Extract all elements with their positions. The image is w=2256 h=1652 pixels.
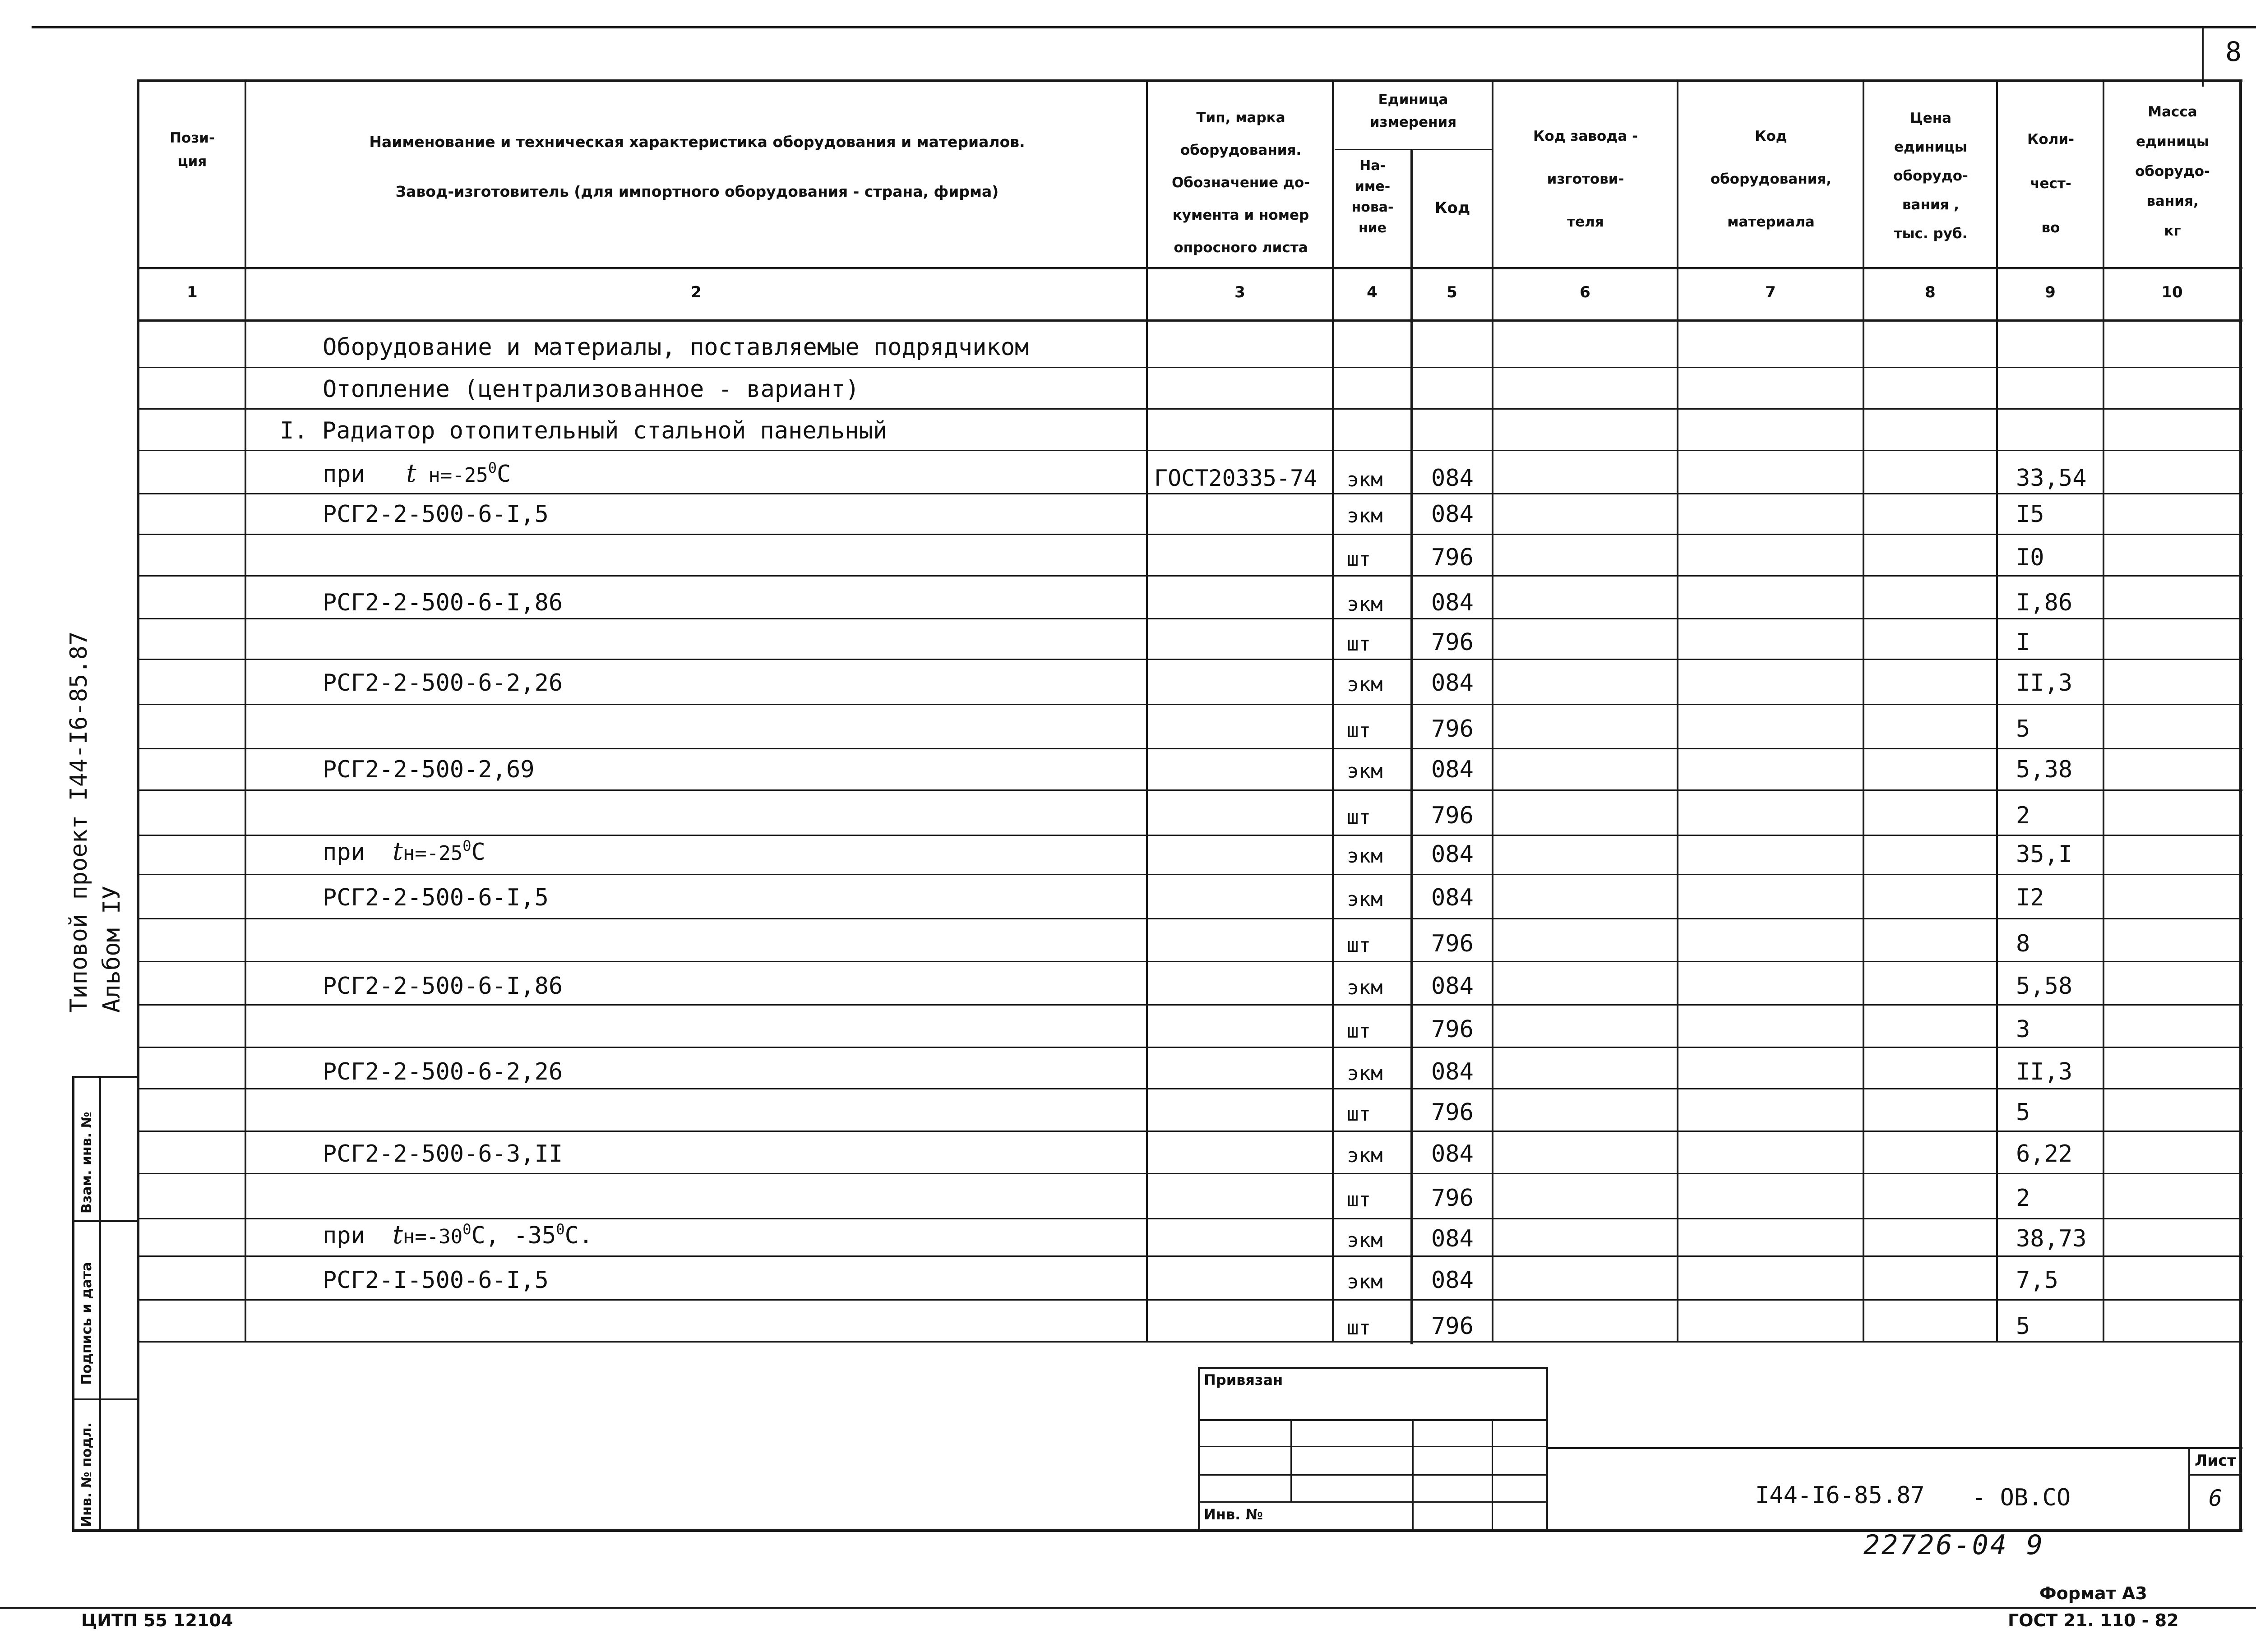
col-number-7: 7 (1765, 283, 1776, 301)
stamp-column-mid-line (99, 1076, 101, 1532)
document-code: I44-I6-85.87 (1755, 1482, 1925, 1509)
col-sep-6 (1677, 79, 1678, 1343)
col-header-factory-code: Код завода - изготови- теля (1533, 128, 1638, 230)
col-number-3: 3 (1234, 283, 1245, 301)
row-doc: ГОСТ20335-74 (1154, 465, 1318, 491)
colnum-bottom-line (138, 319, 2242, 322)
bound-box-top (1198, 1367, 1548, 1369)
row-name: I. Радиатор отопительный стальной панельный (280, 417, 888, 444)
stamp-sep-2 (72, 1398, 139, 1400)
degree-mark-2: 0 (556, 1221, 565, 1238)
row-unit: экм (1347, 468, 1383, 491)
row-quantity: 33,54 (2016, 465, 2087, 492)
row-quantity: 5 (2016, 1313, 2030, 1340)
col-sep-9 (2103, 79, 2104, 1343)
table-top-line (138, 79, 2242, 82)
row-unit: экм (1347, 1062, 1383, 1085)
row-code: 084 (1431, 973, 1474, 1000)
col-number-9: 9 (2045, 283, 2056, 301)
col-header-quantity: Коли- чест- во (2027, 131, 2074, 236)
row-name (323, 838, 485, 868)
bound-box-col2 (1412, 1419, 1414, 1530)
bound-box-row3 (1198, 1474, 1548, 1476)
col-number-5: 5 (1447, 283, 1457, 301)
bound-box-col3 (1492, 1419, 1493, 1530)
row-name-suffix: С, -35 (471, 1222, 556, 1249)
temperature-symbol: t (393, 1220, 403, 1250)
row-code: 796 (1431, 1313, 1474, 1340)
row-code: 084 (1431, 501, 1474, 528)
row-separator-line (138, 659, 2242, 660)
row-code: 084 (1431, 756, 1474, 783)
col-sep-7 (1863, 79, 1864, 1343)
row-unit: шт (1347, 1103, 1371, 1126)
archive-number: 22726-04 9 (1863, 1529, 2045, 1561)
corner-sheet-number: 8 (2225, 36, 2242, 68)
row-unit: шт (1347, 1188, 1371, 1211)
row-quantity: 35,I (2016, 841, 2073, 868)
degree-mark: 0 (462, 837, 472, 854)
col-header-unit-name: На- име- нова- ние (1351, 158, 1394, 236)
col-number-1: 1 (187, 283, 198, 301)
row-separator-line (138, 1173, 2242, 1174)
degree-mark: 0 (462, 1221, 472, 1238)
top-border-line (32, 26, 2256, 28)
row-separator-line (138, 789, 2242, 791)
title-block-top-line (1548, 1447, 2242, 1449)
row-separator-line (138, 493, 2242, 494)
row-quantity: 5,38 (2016, 756, 2073, 783)
row-unit: шт (1347, 806, 1371, 829)
row-quantity: 6,22 (2016, 1140, 2073, 1167)
row-unit: экм (1347, 593, 1383, 616)
row-name: РСГ2-2-500-6-2,26 (323, 669, 563, 697)
temperature-symbol: t (406, 459, 416, 488)
row-quantity: II,3 (2016, 669, 2073, 697)
row-name: РСГ2-2-500-6-2,26 (323, 1058, 563, 1085)
stamp-label-signature-date: Подпись и дата (79, 1262, 95, 1385)
row-name: РСГ2-2-500-2,69 (323, 756, 535, 783)
temperature-symbol: t (393, 837, 403, 866)
row-separator-line (138, 748, 2242, 749)
col-header-price: Цена единицы оборудо- вания , тыс. руб. (1893, 110, 1968, 242)
row-code: 796 (1431, 1185, 1474, 1212)
row-name-suffix: С (471, 839, 485, 866)
row-separator-line (138, 1299, 2242, 1301)
row-separator-line (138, 874, 2242, 875)
row-separator-line (138, 534, 2242, 535)
row-code: 084 (1431, 841, 1474, 868)
row-quantity: 5,58 (2016, 973, 2073, 1000)
row-separator-line (138, 618, 2242, 619)
unit-group-split-line (1335, 149, 1493, 150)
row-unit: шт (1347, 632, 1371, 655)
sheet-box-left (2188, 1447, 2190, 1531)
bound-label: Привязан (1204, 1371, 1283, 1389)
row-code: 796 (1431, 715, 1474, 743)
row-quantity: I (2016, 629, 2030, 656)
row-name: Отопление (централизованное - вариант) (323, 376, 860, 403)
sheet-value: 6 (2208, 1485, 2223, 1511)
row-name-prefix: при (323, 839, 365, 866)
footer-left-code: ЦИТП 55 12104 (81, 1610, 233, 1630)
header-bottom-line (138, 267, 2242, 269)
row-code: 796 (1431, 1016, 1474, 1043)
row-quantity: 3 (2016, 1016, 2030, 1043)
row-quantity: I,86 (2016, 589, 2073, 616)
bound-box-row2 (1198, 1446, 1548, 1447)
row-code: 084 (1431, 465, 1474, 492)
row-name: РСГ2-2-500-6-I,5 (323, 501, 549, 528)
row-name (323, 1222, 593, 1252)
sheet-label: Лист (2195, 1452, 2236, 1470)
footer-line (0, 1607, 2256, 1609)
col-header-unit-code: Код (1434, 199, 1470, 217)
row-code: 084 (1431, 1058, 1474, 1085)
row-code: 084 (1431, 884, 1474, 911)
row-unit: экм (1347, 673, 1383, 696)
row-separator-line (138, 408, 2242, 410)
row-separator-line (138, 1047, 2242, 1048)
row-unit: экм (1347, 1144, 1383, 1167)
row-unit: шт (1347, 1316, 1371, 1339)
row-name: Оборудование и материалы, поставляемые подрядчиком (323, 334, 1029, 361)
row-separator-line (138, 1131, 2242, 1132)
row-code: 796 (1431, 802, 1474, 829)
project-title-vertical: Типовой проект I44-I6-85.87 (65, 631, 92, 1013)
col-sep-3 (1332, 79, 1334, 1343)
row-unit: экм (1347, 1229, 1383, 1252)
row-unit: шт (1347, 1020, 1371, 1043)
row-name-suffix-2: С. (564, 1222, 593, 1249)
row-separator-line (138, 704, 2242, 705)
col-number-4: 4 (1367, 283, 1378, 301)
row-code: 084 (1431, 669, 1474, 697)
row-unit: экм (1347, 504, 1383, 527)
row-name-prefix: при (323, 461, 365, 488)
row-code: 796 (1431, 1099, 1474, 1126)
table-left-line (137, 79, 139, 1532)
row-unit: экм (1347, 888, 1383, 911)
row-separator-line (138, 450, 2242, 451)
row-name: РСГ2-2-500-6-I,5 (323, 884, 549, 911)
row-quantity: 5 (2016, 1099, 2030, 1126)
row-unit: шт (1347, 719, 1371, 742)
stamp-top-line (72, 1076, 139, 1078)
bound-box-col1 (1290, 1419, 1292, 1503)
bound-box-right (1546, 1367, 1548, 1532)
row-name: РСГ2-I-500-6-I,5 (323, 1267, 549, 1294)
row-unit: экм (1347, 976, 1383, 999)
row-quantity: II,3 (2016, 1058, 2073, 1085)
stamp-label-replaced-inv: Взам. инв. № (79, 1112, 95, 1214)
row-name-rest: н=-25 (416, 464, 488, 487)
col-number-6: 6 (1580, 283, 1590, 301)
row-quantity: 2 (2016, 802, 2030, 829)
bound-box-row4 (1198, 1501, 1548, 1503)
col-sep-1 (245, 79, 246, 1343)
row-code: 796 (1431, 930, 1474, 957)
row-separator-line (138, 918, 2242, 919)
row-name-rest: н=-30 (402, 1225, 463, 1248)
bound-box-left (1198, 1367, 1200, 1532)
col-number-10: 10 (2161, 283, 2183, 301)
row-name: РСГ2-2-500-6-I,86 (323, 973, 563, 1000)
sheet-box-split (2188, 1474, 2242, 1476)
row-separator-line (138, 1255, 2242, 1257)
col-number-8: 8 (1925, 283, 1936, 301)
row-quantity: 5 (2016, 715, 2030, 743)
bound-box-row1 (1198, 1419, 1548, 1421)
row-separator-line (138, 1088, 2242, 1089)
row-unit: экм (1347, 1270, 1383, 1293)
document-suffix: - ОВ.СО (1972, 1484, 2071, 1511)
row-quantity: I0 (2016, 544, 2044, 571)
row-unit: экм (1347, 760, 1383, 783)
stamp-label-inv-original: Инв. № подл. (79, 1422, 95, 1527)
col-sep-8 (1996, 79, 1998, 1343)
row-quantity: 7,5 (2016, 1267, 2058, 1294)
row-code: 796 (1431, 544, 1474, 571)
album-title-vertical: Альбом IУ (98, 886, 125, 1013)
row-separator-line (138, 835, 2242, 836)
col-header-equipment-code: Код оборудования, материала (1710, 128, 1832, 230)
row-code: 796 (1431, 629, 1474, 656)
col-header-mass: Масса единицы оборудо- вания, кг (2135, 104, 2210, 239)
row-quantity: I5 (2016, 501, 2044, 528)
row-quantity: 8 (2016, 930, 2030, 957)
inv-label: Инв. № (1204, 1506, 1263, 1523)
row-separator-line (138, 575, 2242, 577)
col-header-position: Пози- ция (170, 130, 215, 170)
col-sep-4 (1410, 149, 1413, 1344)
row-separator-line (138, 961, 2242, 962)
row-unit: экм (1347, 844, 1383, 868)
col-header-type: Тип, марка оборудования. Обозначение до- кумента и номер опросного листа (1171, 110, 1310, 256)
degree-mark: 0 (488, 459, 497, 476)
corner-box-left-line (2202, 26, 2204, 87)
row-quantity: I2 (2016, 884, 2044, 911)
row-code: 084 (1431, 589, 1474, 616)
row-code: 084 (1431, 1140, 1474, 1167)
row-quantity: 38,73 (2016, 1225, 2087, 1252)
col-number-2: 2 (691, 283, 702, 301)
stamp-sep-1 (72, 1220, 139, 1222)
row-name (323, 460, 511, 490)
col-header-name: Наименование и техническая характеристика оборудования и материалов. Завод-изготовитель (для импортного оборудования - страна, фирма) (369, 133, 1025, 200)
row-separator-line (138, 367, 2242, 368)
stamp-column-left-line (72, 1076, 74, 1532)
row-code: 084 (1431, 1267, 1474, 1294)
footer-right-gost: ГОСТ 21. 110 - 82 (2008, 1610, 2179, 1630)
col-header-unit-group: Единица измерения (1369, 92, 1457, 130)
format-label: Формат А3 (2039, 1583, 2147, 1603)
row-separator-line (138, 1004, 2242, 1006)
body-bottom-line (138, 1341, 2242, 1343)
row-separator-line (138, 1218, 2242, 1219)
row-quantity: 2 (2016, 1185, 2030, 1212)
row-name-prefix: при (323, 1222, 365, 1249)
row-name-suffix: С (496, 461, 511, 488)
col-sep-5 (1492, 79, 1493, 1343)
row-name: РСГ2-2-500-6-3,II (323, 1140, 563, 1167)
row-unit: шт (1347, 548, 1371, 571)
row-code: 084 (1431, 1225, 1474, 1252)
row-name: РСГ2-2-500-6-I,86 (323, 589, 563, 616)
row-name-rest: н=-25 (402, 842, 463, 865)
row-unit: шт (1347, 934, 1371, 957)
col-sep-2 (1146, 79, 1148, 1343)
